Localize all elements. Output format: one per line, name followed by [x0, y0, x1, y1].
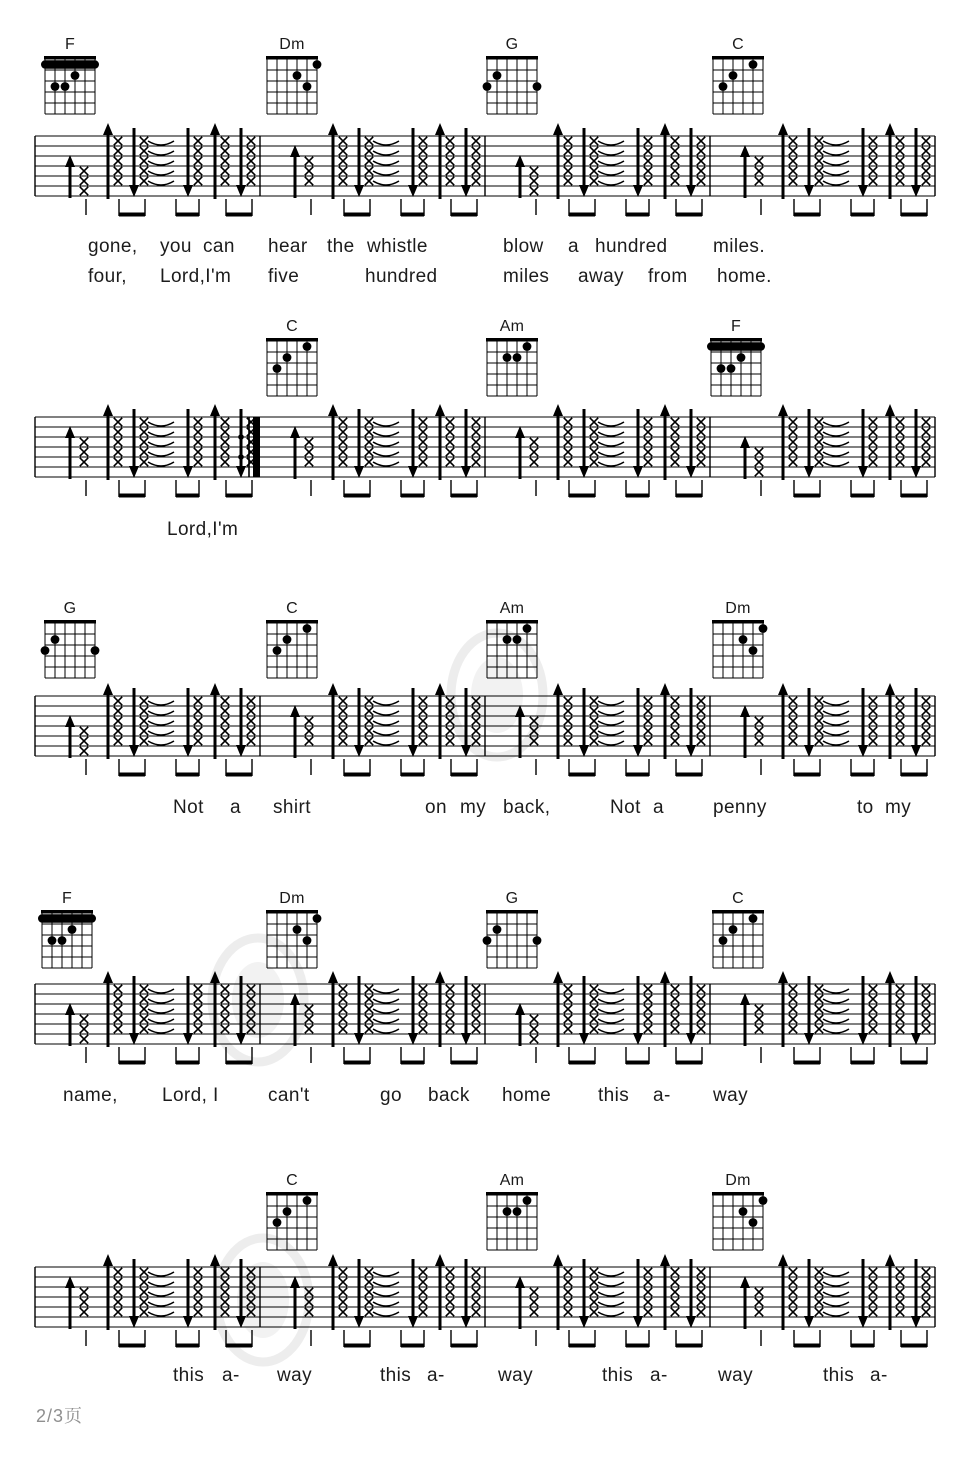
strum-measure: [515, 971, 705, 1065]
lyric-word: this: [380, 1365, 412, 1386]
lyric-word: this: [823, 1365, 855, 1386]
lyric-word: Lord,I'm: [160, 266, 232, 287]
lyric-word: hundred: [365, 266, 438, 287]
chord-label: G: [505, 890, 519, 907]
lyric-word: whistle: [367, 236, 428, 257]
lyric-word: a: [230, 797, 241, 818]
strum-measure: [65, 971, 255, 1065]
lyric-word: my: [885, 797, 912, 818]
chord-diagram: [38, 910, 96, 968]
chord-label: G: [505, 36, 519, 53]
lyric-word: blow: [503, 236, 544, 257]
chord-diagram: [483, 910, 542, 968]
chord-diagram: [266, 620, 318, 678]
lyric-word: a-: [653, 1085, 671, 1106]
chord-label: Dm: [279, 890, 305, 907]
lyric-word: home.: [717, 266, 772, 287]
lyric-word: a-: [870, 1365, 888, 1386]
strum-measure: [290, 1254, 480, 1348]
chord-label: Am: [499, 600, 525, 617]
lyric-word: can: [203, 236, 235, 257]
chord-label: F: [730, 318, 742, 335]
lyric-word: away: [578, 266, 624, 287]
chord-diagram: [712, 620, 767, 678]
strum-measure: [65, 404, 255, 498]
lyric-word: Not: [610, 797, 641, 818]
strum-measure: [740, 123, 930, 217]
lyric-word: miles.: [713, 236, 766, 257]
chord-label: C: [732, 36, 744, 53]
strum-measure: [290, 971, 480, 1065]
strum-measure: [515, 123, 705, 217]
lyric-word: this: [602, 1365, 634, 1386]
lyric-word: a-: [650, 1365, 668, 1386]
lyric-word: shirt: [273, 797, 311, 818]
chord-label: Am: [499, 318, 525, 335]
lyric-word: go: [380, 1085, 402, 1106]
strum-measure: [740, 1254, 930, 1348]
lyric-word: Lord, I: [162, 1085, 219, 1106]
chord-label: C: [286, 318, 298, 335]
lyric-word: penny: [713, 797, 767, 818]
chord-diagram: [266, 338, 318, 396]
page-indicator: 2/3页: [36, 1406, 84, 1426]
lyric-word: a: [653, 797, 664, 818]
lyric-word: hundred: [595, 236, 668, 257]
lyric-word: way: [498, 1365, 533, 1386]
chord-diagram: [41, 56, 99, 114]
lyric-word: a-: [427, 1365, 445, 1386]
lyric-word: five: [268, 266, 300, 287]
chord-diagram: [707, 338, 765, 396]
staff-row: [35, 1254, 935, 1348]
chord-label: C: [286, 1172, 298, 1189]
lyric-word: Not: [173, 797, 204, 818]
lyric-word: this: [173, 1365, 205, 1386]
chord-label: Am: [499, 1172, 525, 1189]
chord-label: F: [64, 36, 76, 53]
chord-diagram: [486, 338, 538, 396]
lyric-word: a-: [222, 1365, 240, 1386]
strum-measure: [65, 683, 255, 777]
lyric-word: to: [857, 797, 874, 818]
lyric-word: my: [460, 797, 487, 818]
staff-row: [35, 404, 935, 498]
chord-label: Dm: [279, 36, 305, 53]
lyric-word: this: [598, 1085, 630, 1106]
lyric-word: a: [568, 236, 579, 257]
lyric-word: on: [425, 797, 447, 818]
strum-measure: [740, 404, 930, 498]
lyric-word: four,: [88, 266, 127, 287]
chord-label: Dm: [725, 600, 751, 617]
strum-measure: [65, 123, 255, 217]
lyric-word: Lord,I'm: [167, 519, 239, 540]
chord-diagram: [41, 620, 100, 678]
strum-measure: [290, 404, 480, 498]
lyric-word: way: [277, 1365, 312, 1386]
lyric-word: home: [502, 1085, 552, 1106]
chord-diagram: [712, 1192, 767, 1250]
staff-row: [35, 123, 935, 217]
lyric-word: gone,: [88, 236, 138, 257]
strum-measure: [740, 683, 930, 777]
lyric-word: can't: [268, 1085, 310, 1106]
lyric-word: name,: [63, 1085, 118, 1106]
lyric-word: you: [160, 236, 192, 257]
lyric-word: hear: [268, 236, 308, 257]
chord-diagram: [712, 56, 764, 114]
chord-label: Dm: [725, 1172, 751, 1189]
chord-label: C: [286, 600, 298, 617]
staff-row: [35, 971, 935, 1065]
lyric-word: back: [428, 1085, 470, 1106]
lyric-word: way: [718, 1365, 753, 1386]
strum-measure: [515, 404, 705, 498]
chord-diagram: [712, 910, 764, 968]
lyric-word: from: [648, 266, 688, 287]
chord-diagram: [266, 56, 321, 114]
strum-measure: [515, 1254, 705, 1348]
chord-diagram: [486, 1192, 538, 1250]
staff-row: [35, 683, 935, 777]
chord-diagram: [483, 56, 542, 114]
chord-label: F: [61, 890, 73, 907]
strum-measure: [740, 971, 930, 1065]
chord-label: G: [63, 600, 77, 617]
lyric-word: miles: [503, 266, 550, 287]
lyric-word: back,: [503, 797, 551, 818]
chord-label: C: [732, 890, 744, 907]
lyric-word: the: [327, 236, 355, 257]
strum-measure: [290, 123, 480, 217]
lyric-word: way: [713, 1085, 748, 1106]
